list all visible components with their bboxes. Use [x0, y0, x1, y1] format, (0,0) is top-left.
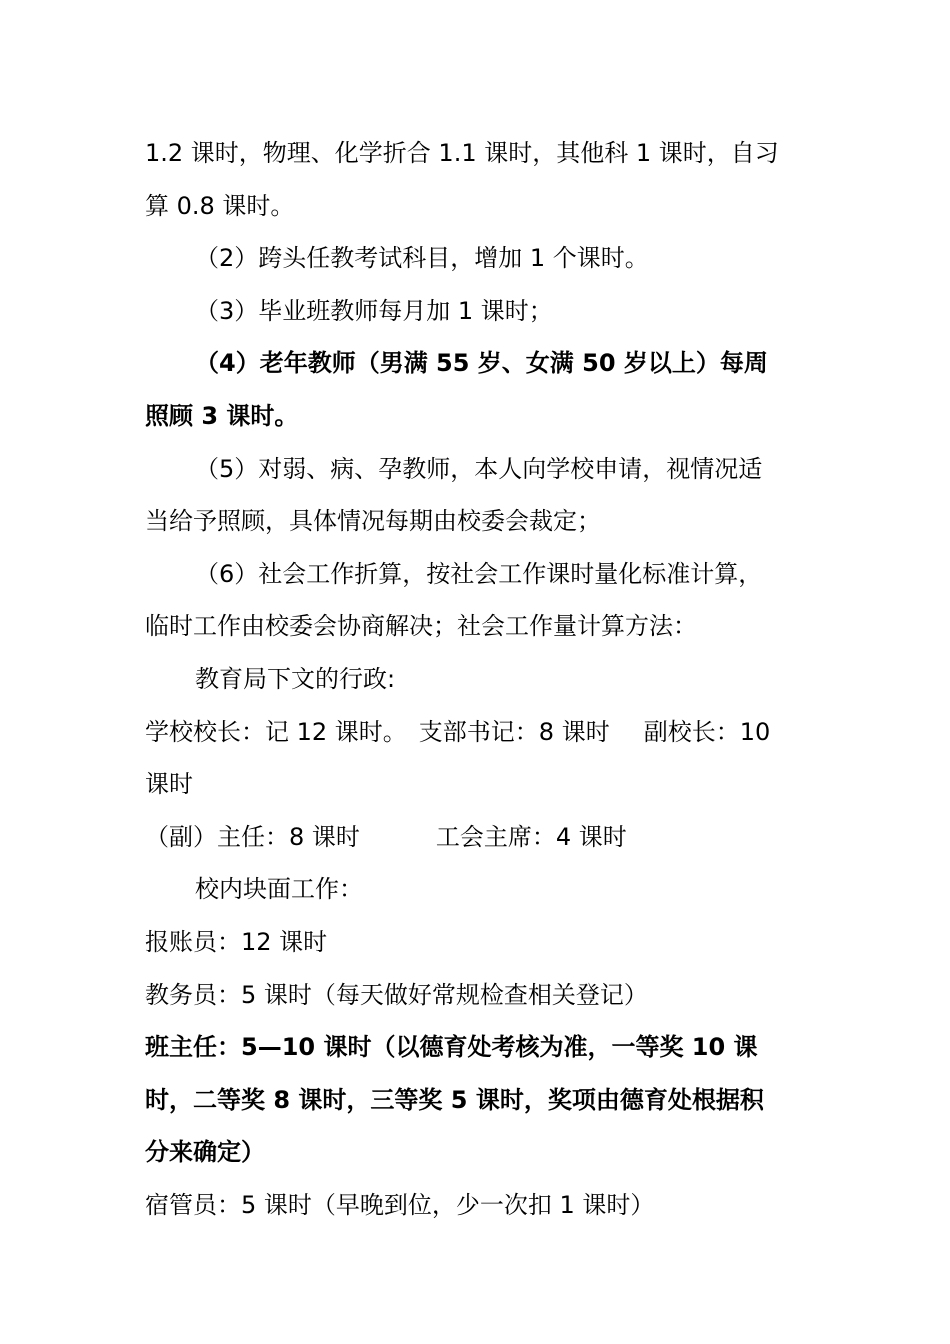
document-page — [145, 127, 810, 1231]
text-line-bold: 照顾 3 课时。 — [145, 401, 299, 430]
text-line: 1.2 课时，物理、化学折合 1.1 课时，其他科 1 课时，自习 — [145, 139, 779, 167]
text-line: 算 0.8 课时。 — [145, 191, 295, 220]
text-line: （5）对弱、病、孕教师，本人向学校申请，视情况适 — [195, 454, 763, 483]
text-line-bold: （4）老年教师（男满 55 岁、女满 50 岁以上）每周 — [195, 349, 768, 378]
text-line: （2）跨头任教考试科目，增加 1 个课时。 — [195, 244, 649, 273]
text-line: 当给予照顾，具体情况每期由校委会裁定； — [145, 507, 601, 536]
text-line-bold: 时，二等奖 8 课时，三等奖 5 课时，奖项由德育处根据积 — [145, 1085, 764, 1114]
text-line-bold: 班主任：5—10 课时（以德育处考核为准，一等奖 10 课 — [145, 1033, 758, 1062]
section-heading: 校内块面工作： — [195, 875, 363, 904]
union-chair-hours: 工会主席：4 课时 — [435, 822, 627, 851]
text-line: 临时工作由校委会协商解决；社会工作量计算方法： — [145, 612, 697, 641]
text-line: （6）社会工作折算，按社会工作课时量化标准计算， — [195, 559, 763, 588]
vice-principal-hours: 副校长：10 — [643, 717, 771, 746]
section-heading: 教育局下文的行政: — [195, 664, 396, 693]
text-line: （3）毕业班教师每月加 1 课时； — [195, 296, 553, 325]
text-line: 报账员：12 课时 — [145, 927, 328, 956]
text-line: 教务员：5 课时（每天做好常规检查相关登记） — [145, 980, 648, 1009]
director-hours: （副）主任：8 课时 — [145, 822, 360, 851]
admin-row — [145, 706, 810, 759]
secretary-hours: 支部书记：8 课时 — [418, 717, 610, 746]
text-line: 课时 — [145, 770, 193, 799]
director-row — [145, 811, 810, 864]
principal-hours: 学校校长：记 12 课时。 — [145, 717, 407, 746]
text-line-bold: 分来确定） — [145, 1138, 265, 1167]
text-line: 宿管员：5 课时（早晚到位，少一次扣 1 课时） — [145, 1190, 655, 1219]
